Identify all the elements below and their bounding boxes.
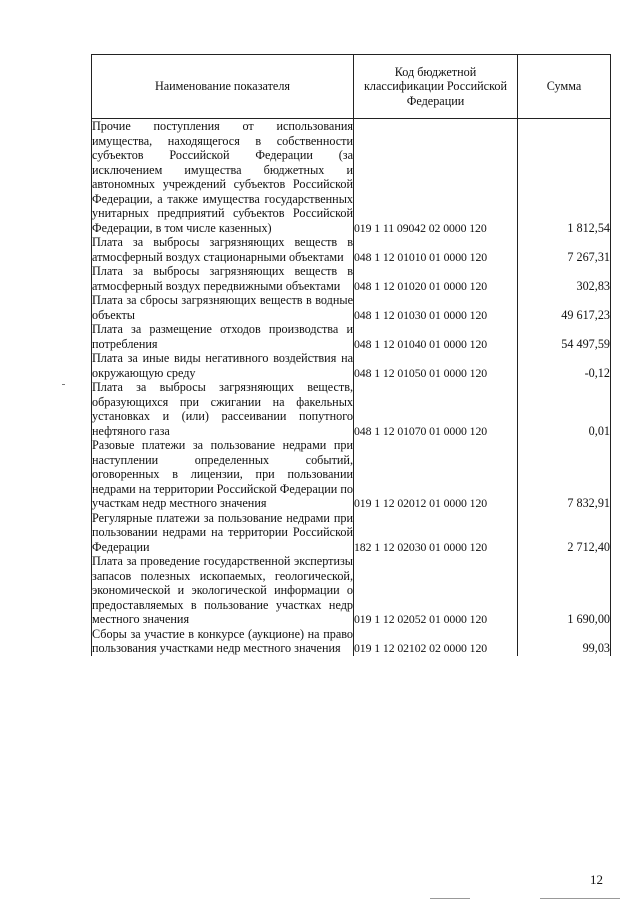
row-name: Плата за проведение государственной экспертизы запасов полезных ископаемых, геологической, экономической и экологической информации о предоставляемых в пользование участках недр местного значения xyxy=(92,554,353,626)
row-code: 048 1 12 01030 01 0000 120 xyxy=(354,293,518,322)
row-sum: 54 497,59 xyxy=(518,322,611,351)
row-code: 019 1 12 02012 01 0000 120 xyxy=(354,438,518,511)
row-code: 019 1 12 02052 01 0000 120 xyxy=(354,554,518,627)
row-sum: 7 832,91 xyxy=(518,438,611,511)
row-name: Плата за сбросы загрязняющих веществ в водные объекты xyxy=(92,293,353,322)
header-code: Код бюджетной классификации Российской Федерации xyxy=(354,55,518,119)
row-name: Плата за размещение отходов производства и потребления xyxy=(92,322,353,351)
row-name: Разовые платежи за пользование недрами при наступлении определенных событий, оговоренных в лицензии, при пользовании недрами на территории Российской Федерации по участкам недр местного значения xyxy=(92,438,353,510)
scan-artifact xyxy=(430,898,470,899)
table-row xyxy=(92,351,611,380)
table-row xyxy=(92,554,611,627)
margin-mark xyxy=(62,384,65,385)
row-code: 048 1 12 01070 01 0000 120 xyxy=(354,380,518,438)
scan-artifact xyxy=(540,898,620,899)
row-sum: 1 690,00 xyxy=(518,554,611,627)
row-sum: 1 812,54 xyxy=(518,119,611,236)
row-name: Прочие поступления от использования имущества, находящегося в собственности субъектов Российской Федерации (за исключением имущества бюджетных и автономных учреждений субъектов Российской Федерации, а также имущества государственных унитарных предприятий субъектов Российской Федерации, в том числе казенных) xyxy=(92,119,353,235)
row-name: Плата за выбросы загрязняющих веществ в атмосферный воздух стационарными объектами xyxy=(92,235,353,264)
table-header-row xyxy=(92,55,611,119)
table-row xyxy=(92,264,611,293)
budget-table xyxy=(91,54,611,656)
page-number: 12 xyxy=(590,872,603,887)
row-code: 048 1 12 01010 01 0000 120 xyxy=(354,235,518,264)
table-row xyxy=(92,627,611,656)
row-name: Плата за выбросы загрязняющих веществ в атмосферный воздух передвижными объектами xyxy=(92,264,353,293)
row-sum: 49 617,23 xyxy=(518,293,611,322)
header-name: Наименование показателя xyxy=(92,55,354,119)
row-code: 019 1 11 09042 02 0000 120 xyxy=(354,119,518,236)
row-code: 048 1 12 01020 01 0000 120 xyxy=(354,264,518,293)
row-code: 019 1 12 02102 02 0000 120 xyxy=(354,627,518,656)
row-name: Сборы за участие в конкурсе (аукционе) на право пользования участками недр местного значения xyxy=(92,626,353,655)
row-name: Плата за иные виды негативного воздействия на окружающую среду xyxy=(92,351,353,380)
row-code: 048 1 12 01050 01 0000 120 xyxy=(354,351,518,380)
row-sum: 2 712,40 xyxy=(518,511,611,555)
row-name: Регулярные платежи за пользование недрами при пользовании недрами на территории Российской Федерации xyxy=(92,510,353,554)
table-row xyxy=(92,322,611,351)
row-sum: 302,83 xyxy=(518,264,611,293)
row-sum: 0,01 xyxy=(518,380,611,438)
row-code: 048 1 12 01040 01 0000 120 xyxy=(354,322,518,351)
table-row xyxy=(92,511,611,555)
table-row xyxy=(92,438,611,511)
row-sum: -0,12 xyxy=(518,351,611,380)
table-row xyxy=(92,380,611,438)
table-row xyxy=(92,119,611,236)
header-sum: Сумма xyxy=(518,55,611,119)
row-sum: 99,03 xyxy=(518,627,611,656)
table-row xyxy=(92,293,611,322)
row-name: Плата за выбросы загрязняющих веществ, образующихся при сжигании на факельных установках и (или) рассеивании попутного нефтяного газа xyxy=(92,380,353,438)
row-sum: 7 267,31 xyxy=(518,235,611,264)
row-code: 182 1 12 02030 01 0000 120 xyxy=(354,511,518,555)
table-row xyxy=(92,235,611,264)
